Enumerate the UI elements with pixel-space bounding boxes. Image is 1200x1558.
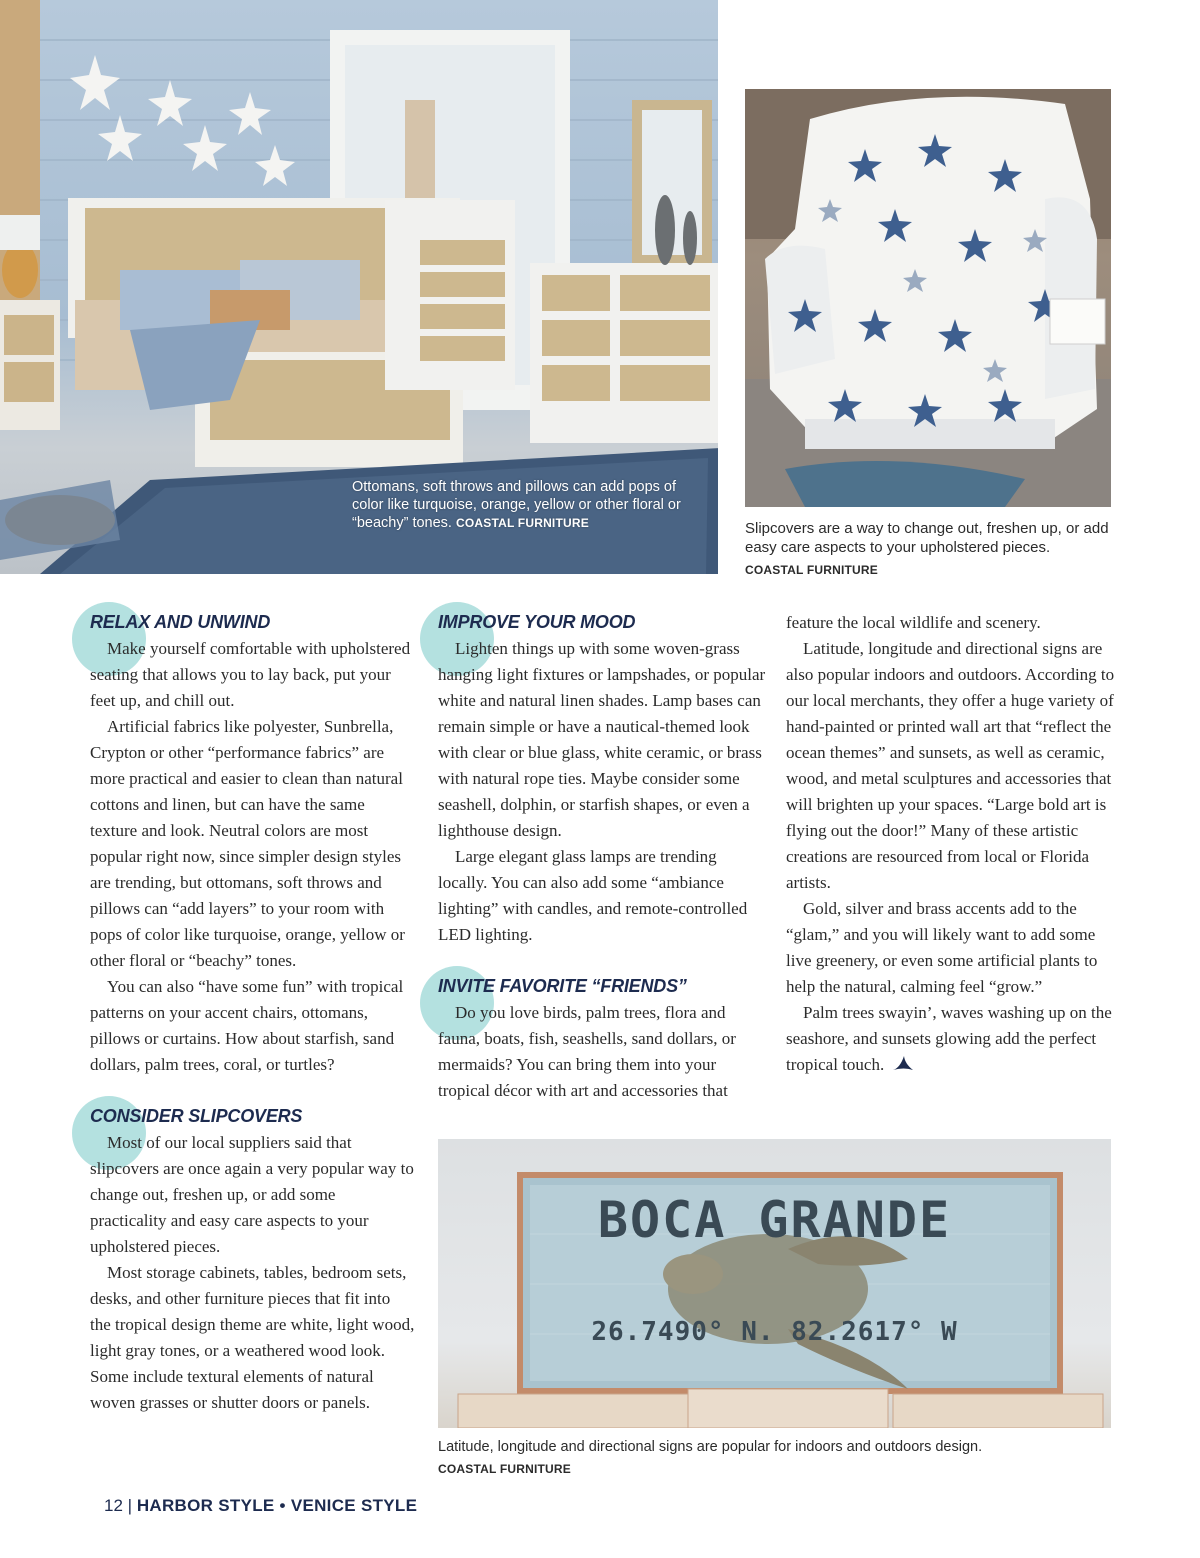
sign-photo-credit: COASTAL FURNITURE xyxy=(438,1462,571,1476)
sign-illustration xyxy=(438,1139,1111,1428)
sign-caption-text: Latitude, longitude and directional signs are popular for indoors and outdoors design. xyxy=(438,1439,983,1455)
sign-title: BOCA GRANDE xyxy=(597,1191,952,1249)
paragraph: Gold, silver and brass accents add to the “glam,” and you will likely want to add some live greenery, or even some artificial plants to help the natural, calming feel “grow.” xyxy=(786,899,1098,996)
section-heading-mood: IMPROVE YOUR MOOD xyxy=(438,609,768,636)
sign-coordinates: 26.7490° N. 82.2617° W xyxy=(591,1317,958,1347)
chair-photo-caption xyxy=(745,519,1115,580)
paragraph: Artificial fabrics like polyester, Sunbrella, Crypton or other “performance fabrics” are more practical and easier to clean than natural cottons and linen, but can have the same texture and look. Neutral colors are most popular right now, since simpler design styles are trending, but ottomans, soft throws and pillows can “add layers” to your room with pops of color like turquoise, orange, yellow or other floral or “beachy” tones. xyxy=(90,717,405,970)
chair-caption-text: Slipcovers are a way to change out, freshen up, or add easy care aspects to your upholstered pieces. xyxy=(745,520,1109,556)
paragraph: Most of our local suppliers said that slipcovers are once again a very popular way to change out, freshen up, or add some practicality and easy care aspects to your upholstered pieces. xyxy=(90,1133,414,1256)
paragraph: Make yourself comfortable with upholstered seating that allows you to lay back, put your feet up, and chill out. xyxy=(90,639,411,710)
paragraph: Do you love birds, palm trees, flora and fauna, boats, fish, seashells, sand dollars, or mermaids? You can bring them into your tropical décor with art and accessories that xyxy=(438,1003,736,1100)
article-column-2 xyxy=(438,609,768,1104)
chair-photo-credit: COASTAL FURNITURE xyxy=(745,563,878,577)
paragraph: You can also “have some fun” with tropical patterns on your accent chairs, ottomans, pillows or curtains. How about starfish, sand dollars, palm trees, coral, or turtles? xyxy=(90,977,404,1074)
chair-photo xyxy=(745,89,1111,507)
boca-grande-sign-photo xyxy=(438,1139,1111,1428)
page-footer xyxy=(104,1496,417,1516)
bedroom-photo-caption xyxy=(352,478,692,532)
paragraph: Large elegant glass lamps are trending locally. You can also add some “ambiance lighting” with candles, and remote-controlled LED lighting. xyxy=(438,847,748,944)
section-heading-relax: RELAX AND UNWIND xyxy=(90,609,415,636)
section-heading-friends: INVITE FAVORITE “FRIENDS” xyxy=(438,973,768,1000)
shark-fin-end-mark-icon xyxy=(892,1054,914,1072)
article-column-1 xyxy=(90,609,415,1416)
chair-illustration xyxy=(745,89,1111,507)
publication-name: HARBOR STYLE • VENICE STYLE xyxy=(136,1496,418,1515)
section-heading-slipcovers: CONSIDER SLIPCOVERS xyxy=(90,1103,415,1130)
page-number: 12 xyxy=(104,1496,123,1515)
bedroom-photo-credit: COASTAL FURNITURE xyxy=(455,516,589,530)
article-column-3 xyxy=(786,610,1116,1078)
paragraph: Most storage cabinets, tables, bedroom sets, desks, and other furniture pieces that fit into the tropical design theme are white, light wood, light gray tones, or a weathered wood look. Some include textural elements of natural woven grasses or shutter doors or panels. xyxy=(90,1263,415,1412)
bedroom-photo xyxy=(0,0,718,574)
paragraph: feature the local wildlife and scenery. xyxy=(786,613,1041,632)
paragraph: Latitude, longitude and directional signs are also popular indoors and outdoors. According to our local merchants, they offer a huge variety of hand-painted or printed wall art that “reflect the ocean themes” and sunsets, as well as ceramic, wood, and metal sculptures and accessories that will brighten up your spaces. “Large bold art is flying out the door!” Many of these artistic creations are resourced from local or Florida artists. xyxy=(786,639,1115,892)
footer-separator: | xyxy=(127,1496,133,1515)
bedroom-caption-text: Ottomans, soft throws and pillows can add pops of color like turquoise, orange, yellow or other floral or “beachy” tones. xyxy=(352,479,681,531)
sign-photo-caption xyxy=(438,1438,1118,1479)
paragraph: Palm trees swayin’, waves washing up on the seashore, and sunsets glowing add the perfect tropical touch. xyxy=(786,1003,1112,1074)
paragraph: Lighten things up with some woven-grass hanging light fixtures or lampshades, or popular white and natural linen shades. Lamp bases can remain simple or have a nautical-themed look with clear or blue glass, white ceramic, or brass with natural rope ties. Maybe consider some seashell, dolphin, or starfish shapes, or even a lighthouse design. xyxy=(438,639,766,840)
